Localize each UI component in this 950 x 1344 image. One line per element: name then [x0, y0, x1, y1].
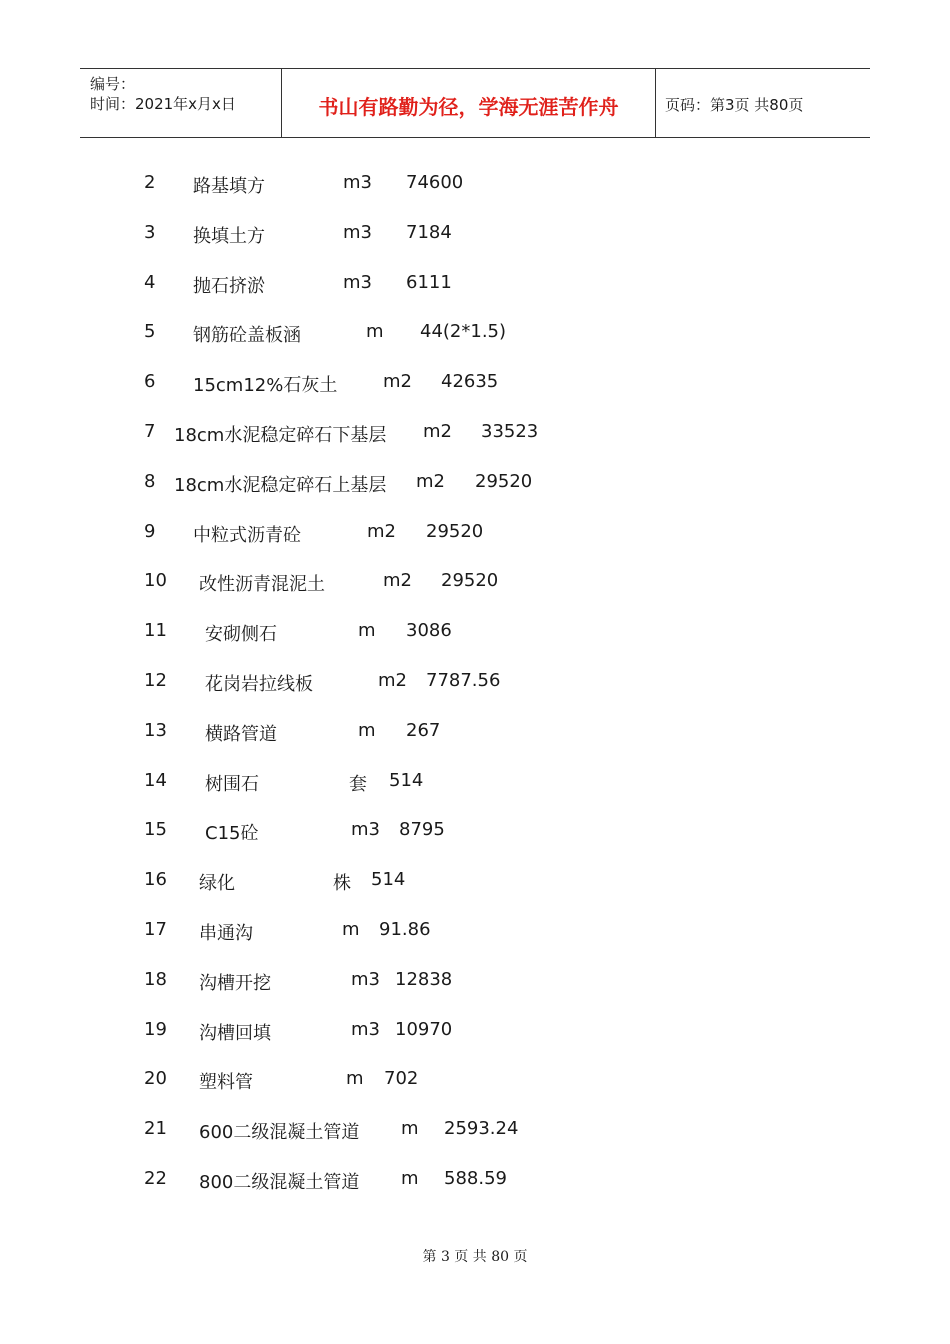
item-name: 改性沥青混泥土: [199, 574, 325, 596]
item-number: 17: [144, 919, 167, 940]
item-quantity: 44(2*1.5): [420, 321, 507, 343]
item-name: 中粒式沥青砼: [193, 524, 301, 546]
item-name: 换填土方: [193, 225, 265, 247]
item-unit: m3: [351, 968, 380, 990]
item-unit: m2: [378, 670, 407, 691]
time-label: 时间：2021年x月x日: [90, 95, 236, 113]
item-name: C15砼: [205, 823, 259, 845]
item-name: 安砌侧石: [205, 624, 277, 646]
item-quantity: 7184: [406, 221, 452, 243]
item-unit: m3: [343, 221, 372, 243]
page-header: [80, 68, 870, 138]
item-quantity: 10970: [395, 1018, 453, 1040]
item-number: 2: [144, 172, 156, 193]
item-name: 花岗岩拉线板: [205, 674, 313, 695]
item-unit: m: [366, 321, 384, 343]
page-footer: 第 3 页 共 80 页: [422, 1249, 528, 1265]
item-unit: m3: [351, 1018, 380, 1040]
item-number: 12: [144, 670, 167, 691]
item-name: 路基填方: [193, 176, 265, 197]
header-page-cell: [655, 69, 870, 137]
item-number: 22: [144, 1168, 167, 1189]
item-quantity: 514: [389, 769, 424, 791]
item-unit: 套: [349, 773, 367, 795]
item-name: 沟槽开挖: [199, 972, 271, 994]
item-quantity: 8795: [399, 819, 445, 841]
item-number: 8: [144, 470, 156, 492]
item-number: 6: [144, 371, 156, 393]
item-name: 18cm水泥稳定碎石上基层: [174, 474, 387, 496]
item-number: 14: [144, 769, 167, 791]
item-name: 600二级混凝土管道: [199, 1122, 360, 1144]
item-number: 3: [144, 221, 156, 243]
item-quantity: 29520: [441, 570, 499, 592]
item-unit: m3: [343, 271, 372, 293]
motto-text: 书山有路勤为径，学海无涯苦作舟: [318, 95, 619, 119]
item-unit: m: [358, 620, 376, 642]
item-quantity: 702: [384, 1068, 419, 1090]
page-number-label: 页码：第3页 共80页: [665, 96, 804, 114]
item-number: 10: [144, 570, 167, 592]
item-number: 11: [144, 620, 167, 642]
item-quantity: 42635: [441, 371, 499, 393]
item-name: 树围石: [205, 773, 259, 795]
item-unit: m: [346, 1068, 364, 1090]
item-number: 20: [144, 1068, 167, 1090]
item-unit: m2: [383, 371, 412, 393]
item-number: 5: [144, 321, 156, 343]
item-quantity: 33523: [481, 421, 539, 442]
item-name: 800二级混凝土管道: [199, 1172, 360, 1193]
item-name: 塑料管: [199, 1072, 253, 1094]
item-name: 横路管道: [205, 723, 277, 745]
item-quantity: 2593.24: [444, 1118, 519, 1140]
number-label: 编号：: [90, 75, 136, 93]
item-number: 9: [144, 520, 156, 542]
item-unit: m2: [383, 570, 412, 592]
item-number: 15: [144, 819, 167, 841]
item-unit: m: [342, 919, 360, 940]
item-number: 21: [144, 1118, 167, 1140]
item-quantity: 7787.56: [426, 670, 501, 691]
item-quantity: 514: [371, 869, 406, 891]
item-unit: m: [358, 719, 376, 741]
item-number: 13: [144, 719, 167, 741]
item-quantity: 91.86: [379, 919, 431, 940]
header-motto-cell: [281, 69, 656, 137]
item-name: 串通沟: [199, 923, 253, 944]
item-unit: m: [401, 1168, 419, 1189]
item-quantity: 6111: [406, 271, 452, 293]
header-meta: [80, 69, 280, 137]
item-name: 沟槽回填: [199, 1022, 271, 1044]
item-unit: m2: [367, 520, 396, 542]
item-unit: m3: [343, 172, 372, 193]
item-unit: m2: [423, 421, 452, 442]
item-quantity: 29520: [475, 470, 533, 492]
item-name: 钢筋砼盖板涵: [193, 325, 301, 347]
item-quantity: 588.59: [444, 1168, 507, 1189]
item-quantity: 29520: [426, 520, 484, 542]
item-number: 16: [144, 869, 167, 891]
item-number: 7: [144, 421, 156, 442]
item-number: 19: [144, 1018, 167, 1040]
item-name: 15cm12%石灰土: [193, 375, 338, 397]
item-name: 18cm水泥稳定碎石下基层: [174, 425, 387, 446]
item-quantity: 3086: [406, 620, 452, 642]
item-number: 18: [144, 968, 167, 990]
item-unit: m3: [351, 819, 380, 841]
item-quantity: 12838: [395, 968, 453, 990]
item-quantity: 74600: [406, 172, 464, 193]
item-number: 4: [144, 271, 156, 293]
item-quantity: 267: [406, 719, 441, 741]
item-unit: m: [401, 1118, 419, 1140]
item-unit: 株: [333, 873, 351, 895]
item-name: 绿化: [199, 873, 235, 895]
item-unit: m2: [416, 470, 445, 492]
item-name: 抛石挤淤: [193, 275, 265, 297]
